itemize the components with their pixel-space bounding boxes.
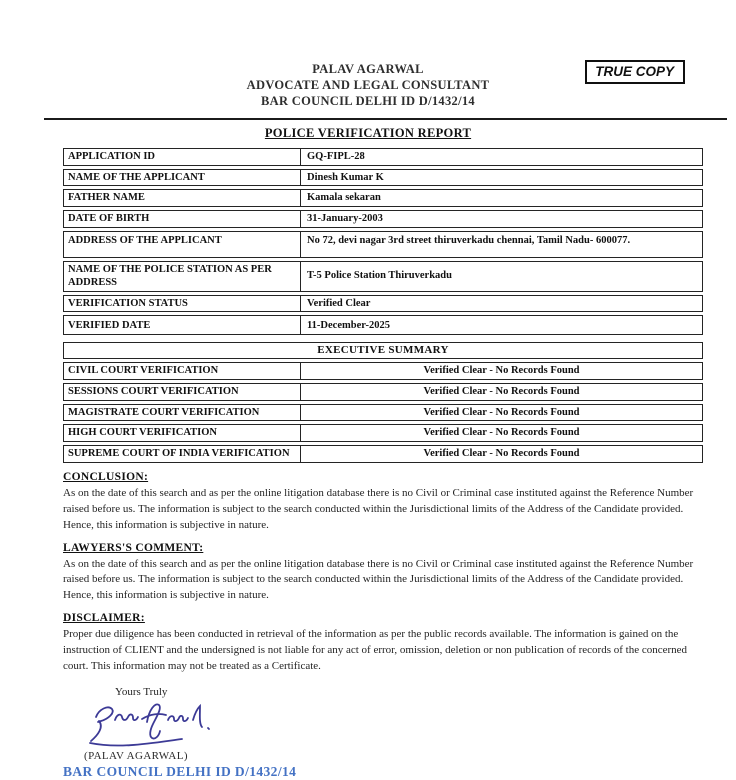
applicant-details-table: [63, 148, 703, 335]
disclaimer-section: [63, 612, 706, 675]
row-value: Verified Clear - No Records Found: [423, 406, 580, 418]
conclusion-section: [63, 471, 706, 534]
table-row: [63, 383, 703, 401]
row-label: CIVIL COURT VERIFICATION: [64, 363, 301, 379]
row-value: 11-December-2025: [307, 319, 390, 331]
row-label: SESSIONS COURT VERIFICATION: [64, 384, 301, 400]
row-label: APPLICATION ID: [64, 149, 301, 165]
row-label: FATHER NAME: [64, 190, 301, 206]
row-value: T-5 Police Station Thiruverkadu: [307, 270, 452, 282]
row-label: ADDRESS OF THE APPLICANT: [64, 232, 301, 257]
executive-summary-rows: [63, 362, 703, 462]
report-title: POLICE VERIFICATION REPORT: [264, 126, 472, 140]
table-row: [63, 404, 703, 422]
table-row: [63, 295, 703, 313]
row-value: Dinesh Kumar K: [307, 171, 384, 183]
handwritten-signature: [86, 701, 736, 749]
row-value: Verified Clear - No Records Found: [423, 365, 580, 377]
row-label: VERIFICATION STATUS: [64, 296, 301, 312]
table-row: [63, 362, 703, 380]
advocate-name: PALAV AGARWAL: [312, 62, 424, 76]
executive-summary-table: [63, 342, 703, 462]
header-divider: [44, 118, 727, 120]
lawyers-comment-heading: LAWYERS'S COMMENT:: [63, 541, 204, 554]
table-row: [63, 424, 703, 442]
table-row: [63, 169, 703, 187]
row-value: Verified Clear: [307, 297, 371, 309]
row-label: NAME OF THE APPLICANT: [64, 170, 301, 186]
conclusion-body: As on the date of this search and as per the online litigation database there is no Civil or Criminal case instituted against the Reference Number raised before us. The information is subject to the search conducted within the Jurisdictional limits of the Address of the Candidate provided. Hence, this information is subjective in nature.: [63, 486, 694, 531]
true-copy-stamp: TRUE COPY: [585, 60, 685, 84]
table-row: [63, 261, 703, 292]
disclaimer-body: Proper due diligence has been conducted in retrieval of the information as per the public records available. The information is gained on the instruction of CLIENT and the undersigned is not liable for any act of error, omission, deletion or non publication of records of the concerned court. This information may not be treated as a Certificate.: [63, 628, 688, 673]
row-label: HIGH COURT VERIFICATION: [64, 425, 301, 441]
row-label: VERIFIED DATE: [64, 316, 301, 334]
table-row: [63, 210, 703, 228]
row-label: SUPREME COURT OF INDIA VERIFICATION: [64, 446, 301, 462]
row-value: No 72, devi nagar 3rd street thiruverkadu chennai, Tamil Nadu- 600077.: [307, 234, 631, 246]
row-label: NAME OF THE POLICE STATION AS PER ADDRESS: [64, 262, 301, 291]
disclaimer-heading: DISCLAIMER:: [63, 612, 145, 625]
row-value: Verified Clear - No Records Found: [423, 448, 580, 460]
bar-council-id-footer: BAR COUNCIL DELHI ID D/1432/14: [63, 764, 297, 780]
conclusion-heading: CONCLUSION:: [63, 470, 149, 483]
lawyers-comment-section: [63, 542, 706, 605]
row-value: Verified Clear - No Records Found: [423, 427, 580, 439]
table-row: [63, 231, 703, 258]
executive-summary-heading: EXECUTIVE SUMMARY: [63, 342, 703, 359]
advocate-role: ADVOCATE AND LEGAL CONSULTANT: [246, 78, 490, 92]
row-value: GQ-FIPL-28: [307, 151, 365, 162]
row-value: Verified Clear - No Records Found: [423, 386, 580, 398]
row-value: 31-January-2003: [307, 212, 383, 224]
signature-ink-icon: [86, 701, 218, 749]
table-row: [63, 315, 703, 335]
row-label: MAGISTRATE COURT VERIFICATION: [64, 405, 301, 421]
table-row: [63, 189, 703, 207]
closing-yours-truly: Yours Truly: [115, 686, 168, 699]
row-value: Kamala sekaran: [307, 192, 381, 204]
bar-council-id-header: BAR COUNCIL DELHI ID D/1432/14: [261, 94, 475, 108]
table-row: [63, 445, 703, 463]
lawyers-comment-body: As on the date of this search and as per the online litigation database there is no Civil or Criminal case instituted against the Reference Number raised before us. The information is subject to the search conducted within the Jurisdictional limits of the Address of the Candidate provided. Hence, this information is subjective in nature.: [63, 557, 694, 602]
letterhead: [0, 0, 736, 109]
signatory-name: (PALAV AGARWAL): [84, 750, 188, 763]
table-row: [63, 148, 703, 166]
row-label: DATE OF BIRTH: [64, 211, 301, 227]
